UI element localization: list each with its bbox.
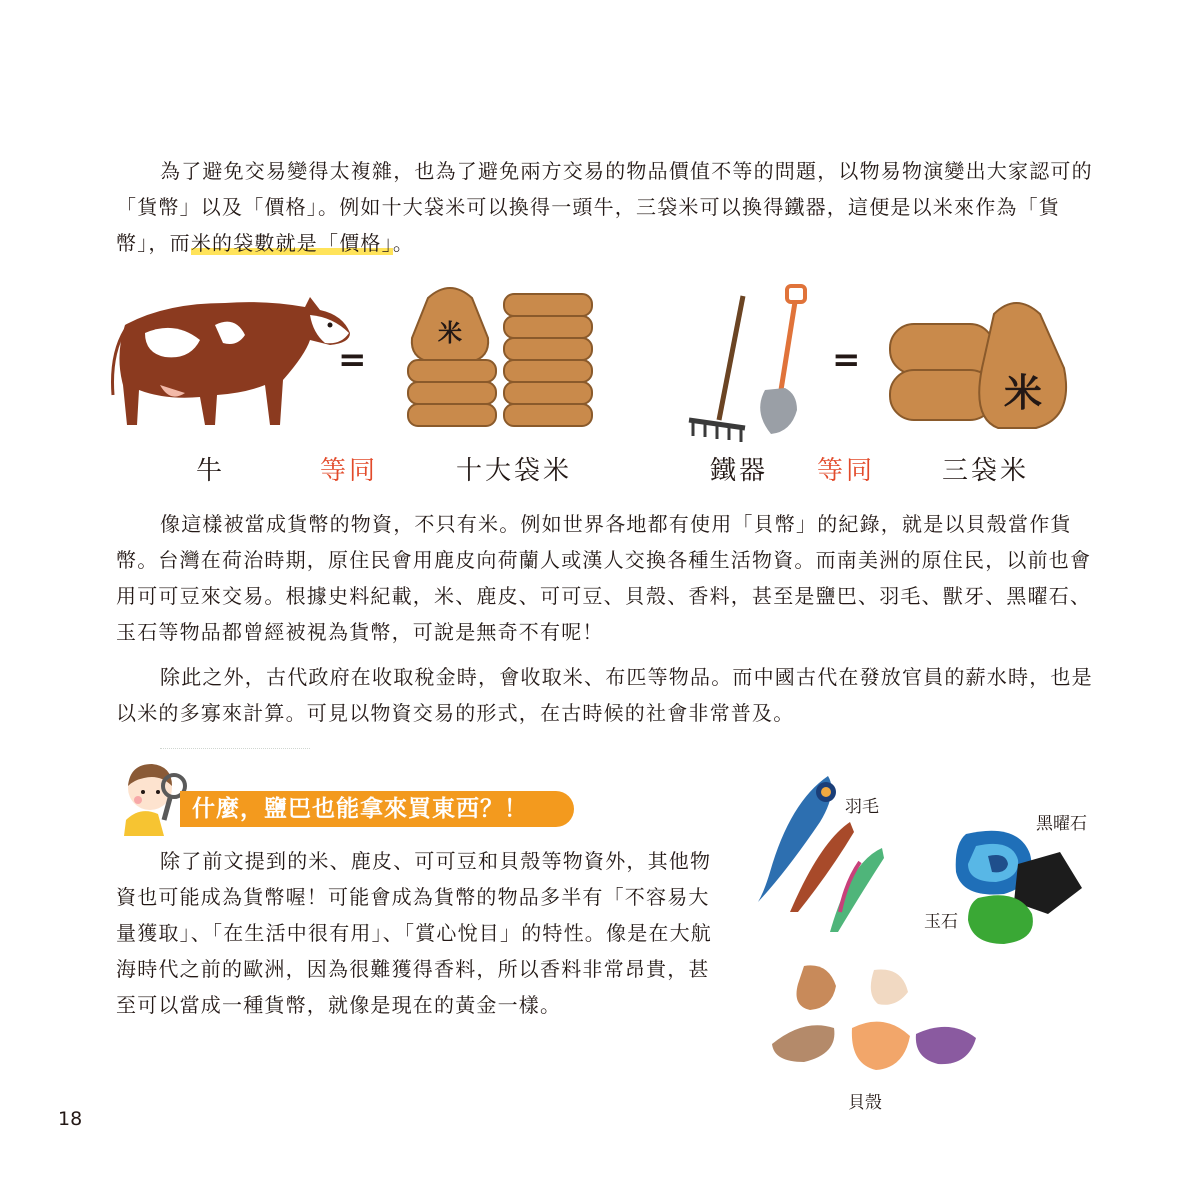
feathers-label: 羽毛 (845, 797, 879, 817)
feathers-illustration (750, 762, 890, 942)
rice-sack-label-right: 米 (1004, 371, 1043, 415)
tip-title-banner: 什麼，鹽巴也能拿來買東西？！ (180, 791, 574, 827)
tax-paragraph (116, 659, 1096, 731)
tip-paragraph (116, 843, 726, 1023)
intro-text: 為了避免交易變得太複雜，也為了避免兩方交易的物品價值不等的問題，以物易物演變出大家認可的「貨幣」以及「價格」。例如十大袋米可以換得一頭牛，三袋米可以換得鐵器，這便是以米來作為「貨幣」，而 (116, 159, 1093, 255)
jade-label: 玉石 (924, 912, 958, 932)
ten-sacks-label: 十大袋米 (456, 456, 573, 486)
tip-text: 除了前文提到的米、鹿皮、可可豆和貝殼等物資外，其他物資也可能成為貨幣喔！可能會成為貨幣的物品多半有「不容易大量獲取」、「在生活中很有用」、「賞心悅目」的特性。像是在大航海時代之前的歐洲，因為很難獲得香料，所以香料非常昂貴，甚至可以當成一種貨幣，就像是現在的黃金一樣。 (116, 849, 712, 1017)
currency-examples-text: 像這樣被當成貨幣的物資，不只有米。例如世界各地都有使用「貝幣」的紀錄，就是以貝殼當作貨幣。台灣在荷治時期，原住民會用鹿皮向荷蘭人或漢人交換各種生活物資。而南美洲的原住民，以前也會用可可豆來交易。根據史料紀載，米、鹿皮、可可豆、貝殼、香料，甚至是鹽巴、羽毛、獸牙、黑曜石、玉石等物品都曾經被視為貨幣，可說是無奇不有呢！ (116, 512, 1092, 644)
tax-text: 除此之外，古代政府在收取稅金時，會收取米、布匹等物品。而中國古代在發放官員的薪水時，也是以米的多寡來計算。可見以物資交易的形式，在古時候的社會非常普及。 (116, 665, 1093, 725)
shells-label: 貝殼 (848, 1093, 882, 1113)
three-sacks-label: 三袋米 (942, 456, 1030, 486)
cow-illustration (105, 285, 355, 435)
ten-rice-sacks-illustration (400, 278, 600, 438)
equals-word-right: 等同 (817, 456, 876, 486)
page-number: 18 (58, 1108, 83, 1130)
equals-sign-left: = (338, 340, 367, 380)
iron-tools-illustration (685, 282, 805, 442)
intro-text-end: 。 (392, 231, 415, 255)
three-rice-sacks-illustration (886, 298, 1076, 438)
rice-sack-label-left: 米 (438, 319, 462, 347)
shells-illustration (764, 958, 984, 1084)
iron-tools-label: 鐵器 (710, 456, 769, 486)
equals-word-left: 等同 (320, 456, 379, 486)
equals-sign-right: = (832, 340, 861, 380)
intro-paragraph (116, 153, 1096, 261)
obsidian-and-jade-illustration (948, 824, 1088, 954)
cow-label: 牛 (196, 456, 226, 486)
tip-divider (160, 748, 310, 749)
currency-examples-paragraph (116, 506, 1096, 650)
obsidian-label: 黑曜石 (1036, 814, 1087, 834)
price-highlight: 米的袋數就是「價格」 (190, 231, 393, 255)
